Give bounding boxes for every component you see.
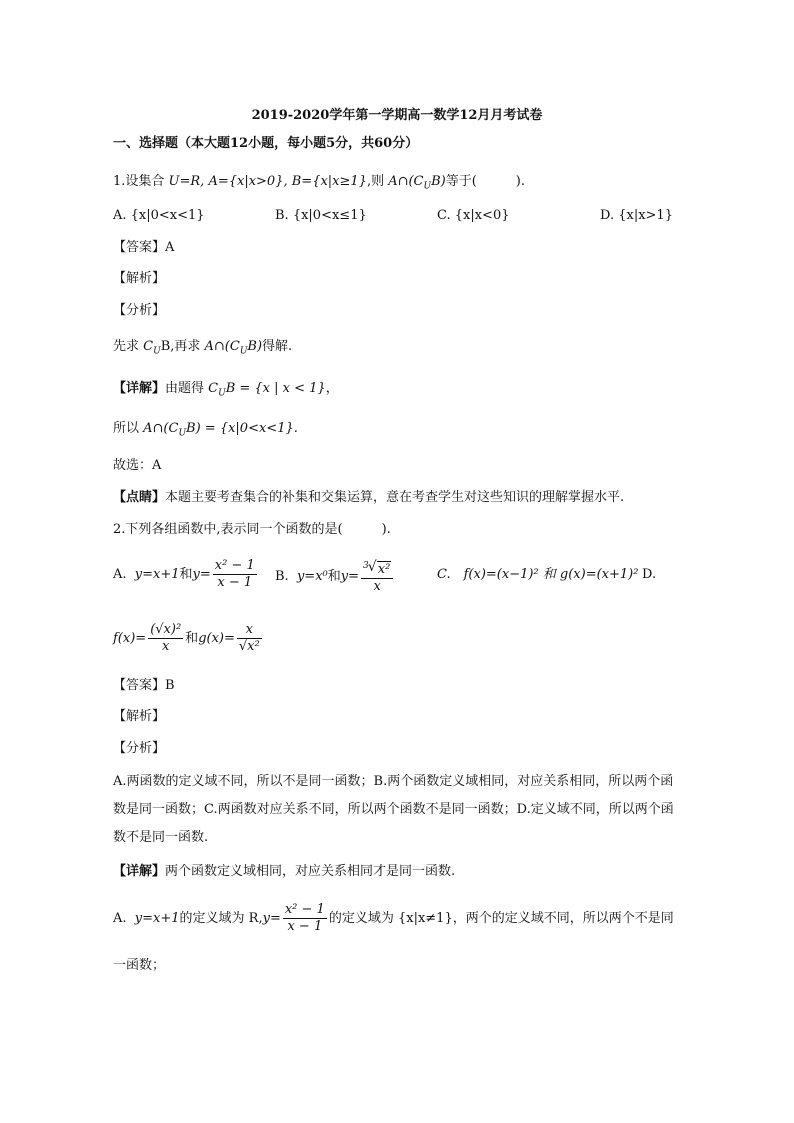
q2-analysis-heading: 【解析】 — [113, 709, 166, 724]
q2-option-c: C. f(x)=(x−1)² 和 g(x)=(x+1)² — [437, 567, 639, 582]
q1-fenxi-text: 先求 $C_UB$,再求 $A\cap(C_UB)$得解. — [113, 339, 293, 357]
page-title: 2019-2020学年第一学期高一数学12月月考试卷 — [251, 108, 543, 123]
q1-option-b: B. {x|0<x≤1} — [275, 208, 367, 223]
q2-detail-a-line: A. y=x+1的定义域为 R,y= $\frac{\text{x² − 1}}{x - 1}$ 的定义域为 {x|x≠1}，两个的定义域不同，所以两个不是同 — [113, 902, 674, 934]
q2-detail: 【详解】两个函数定义域相同，对应关系相同才是同一函数. — [113, 864, 456, 879]
q2-answer: 【答案】B — [113, 678, 175, 693]
q1-fenxi-heading: 【分析】 — [113, 303, 166, 318]
q2-option-b: B. y=x⁰和y= $\frac{^3√ x^2}{x}$ — [275, 558, 395, 595]
q1-option-c: C. {x|x<0} — [437, 208, 510, 223]
q2-detail-a-line-end: 一函数； — [113, 958, 166, 973]
q2-fenxi-heading: 【分析】 — [113, 741, 166, 756]
q1-conclusion: 所以 $A\cap(C_UB) = \{x|0<x<1\}$. — [113, 421, 298, 439]
question-1-stem — [113, 173, 525, 196]
q2-option-d: f(x)= $\frac{\text{(√x)²}}{x}$ 和g(x)= $\frac{x}{\text{√x²}}$ — [113, 622, 260, 654]
q2-option-a: A. y=x+1和y= $\frac{\text{x² − 1}}{x - 1}$ — [113, 558, 255, 590]
question-2-stem: 2.下列各组函数中,表示同一个函数的是( ). — [113, 522, 391, 537]
q1-option-a: A. {x|0<x<1} — [113, 208, 205, 223]
q2-option-d-label: D. — [642, 567, 657, 582]
q1-then: ,则 — [366, 174, 389, 189]
q1-suffix: 等于( ). — [445, 174, 526, 189]
q1-answer: 【答案】A — [113, 240, 175, 255]
q1-expr: $A\cap(C_UB)$ — [388, 174, 446, 192]
q2-fenxi-text: A.两函数的定义域不同，所以不是同一函数；B.两个函数定义域相同，对应关系相同，所以两个函数是同一函数；C.两函数对应关系不同，所以两个函数不是同一函数；D.定义域不同，所以两个函数不是同一函数. — [113, 774, 674, 845]
q1-set-definition: U=R, A={x|x>0}, B={x|x≥1} — [168, 174, 367, 189]
q1-analysis-heading: 【解析】 — [113, 271, 166, 286]
q1-dianjing: 【点睛】本题主要考查集合的补集和交集运算，意在考查学生对这些知识的理解掌握水平. — [113, 490, 625, 505]
q1-option-d: D. {x|x>1} — [600, 208, 673, 223]
q1-detail: 【详解】由题得 $C_UB = \{x$ | x < 1}， — [113, 381, 339, 399]
q1-prefix: 1.设集合 — [113, 174, 169, 189]
q1-choose: 故选：A — [113, 458, 162, 473]
section-heading: 一、选择题（本大题12小题，每小题5分，共60分） — [113, 136, 419, 151]
